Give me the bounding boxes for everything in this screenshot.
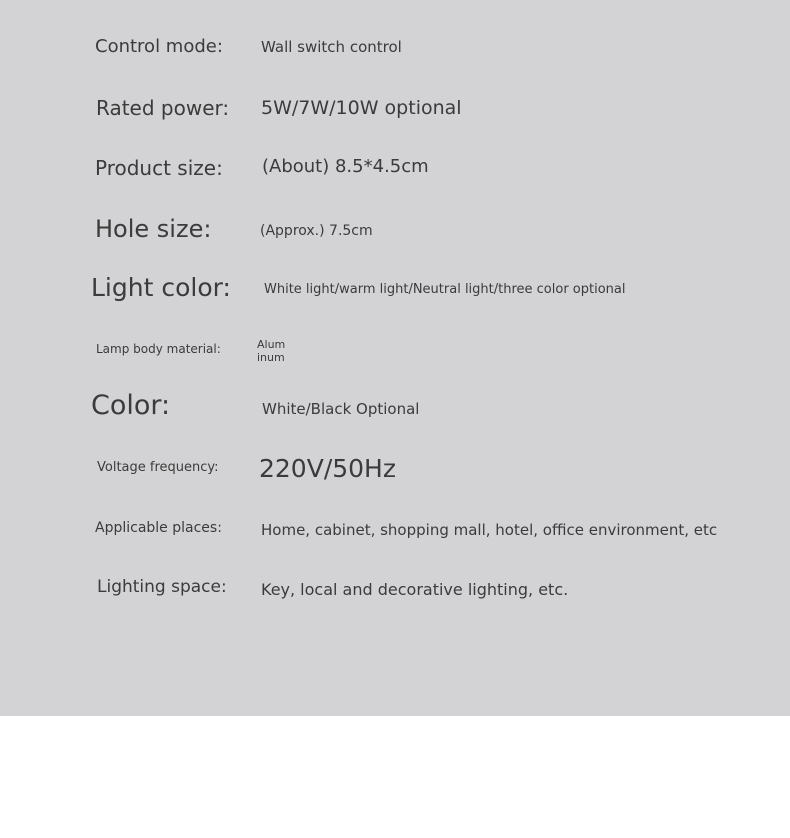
applicable-places-value: Home, cabinet, shopping mall, hotel, office environment, etc [261,521,718,539]
color-label: Color: [91,390,171,421]
color-value: White/Black Optional [262,400,420,418]
lamp-body-material-value: Alum inum [257,338,286,364]
rated-power-value: 5W/7W/10W optional [261,97,462,119]
product-size-value: (About) 8.5*4.5cm [262,156,429,177]
lamp-body-material-label: Lamp body material: [96,342,221,356]
rated-power-label: Rated power: [96,96,230,120]
hole-size-value: (Approx.) 7.5cm [260,223,373,239]
lighting-space-label: Lighting space: [97,577,227,597]
light-color-value: White light/warm light/Neutral light/three color optional [264,282,626,297]
product-size-label: Product size: [95,156,223,180]
control-mode-label: Control mode: [95,36,223,57]
voltage-frequency-value: 220V/50Hz [259,454,396,483]
voltage-frequency-label: Voltage frequency: [97,460,219,475]
control-mode-value: Wall switch control [261,38,402,56]
lighting-space-value: Key, local and decorative lighting, etc. [261,580,569,599]
light-color-label: Light color: [91,273,231,302]
hole-size-label: Hole size: [95,215,212,243]
applicable-places-label: Applicable places: [95,520,222,536]
